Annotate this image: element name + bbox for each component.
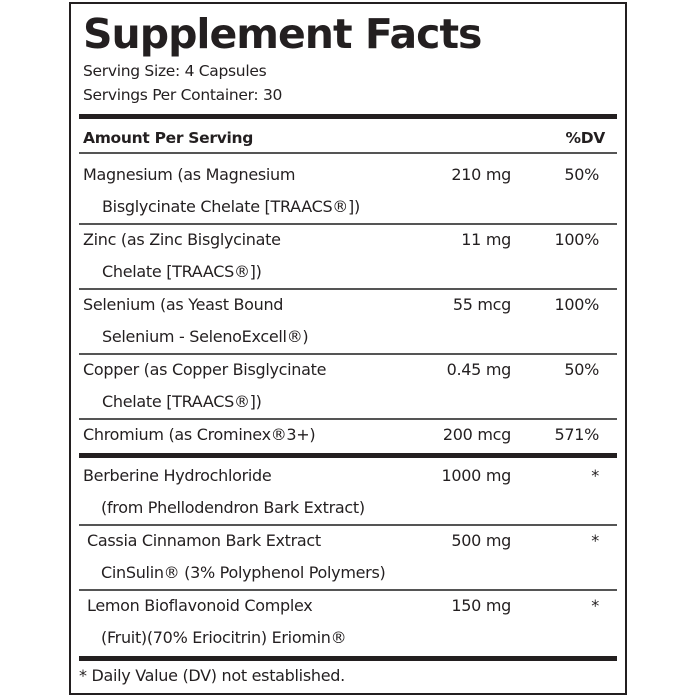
ingredient-amount: 150 mg [451, 596, 511, 615]
ingredient-dv: 100% [554, 295, 599, 314]
ingredient-amount: 0.45 mg [446, 360, 511, 379]
footnote: * Daily Value (DV) not established. [79, 666, 345, 685]
divider-thick [79, 656, 617, 661]
ingredient-amount: 210 mg [451, 165, 511, 184]
table-row [83, 159, 599, 223]
amount-per-serving-label: Amount Per Serving [83, 129, 254, 147]
ingredient-amount: 500 mg [451, 531, 511, 550]
ingredient-name: Berberine Hydrochloride [83, 466, 272, 485]
ingredient-detail: Selenium - SelenoExcell®) [102, 327, 309, 346]
table-row [83, 525, 599, 589]
table-header [83, 125, 605, 151]
ingredient-name: Cassia Cinnamon Bark Extract [87, 531, 321, 550]
ingredient-detail: (Fruit)(70% Eriocitrin) Eriomin® [101, 628, 347, 647]
ingredient-detail: CinSulin® (3% Polyphenol Polymers) [101, 563, 386, 582]
divider [79, 152, 617, 154]
ingredient-name: Lemon Bioflavonoid Complex [87, 596, 313, 615]
page-title: Supplement Facts [83, 10, 482, 58]
ingredient-name: Selenium (as Yeast Bound [83, 295, 284, 314]
supplement-facts-panel [69, 2, 627, 695]
ingredient-dv: 50% [564, 165, 599, 184]
ingredient-dv: 50% [564, 360, 599, 379]
divider-thick [79, 453, 617, 458]
ingredient-dv: * [591, 466, 599, 485]
table-row [83, 224, 599, 288]
ingredient-detail: Chelate [TRAACS®]) [102, 262, 262, 281]
table-row [83, 419, 599, 451]
table-row [83, 354, 599, 418]
ingredient-name: Magnesium (as Magnesium [83, 165, 296, 184]
ingredient-amount: 200 mcg [442, 425, 511, 444]
dv-label: %DV [565, 129, 605, 147]
table-row [83, 590, 599, 654]
ingredient-dv: * [591, 531, 599, 550]
ingredient-detail: (from Phellodendron Bark Extract) [101, 498, 365, 517]
ingredient-amount: 11 mg [461, 230, 511, 249]
servings-per-container: Servings Per Container: 30 [83, 86, 283, 104]
ingredient-name: Copper (as Copper Bisglycinate [83, 360, 327, 379]
ingredient-detail: Chelate [TRAACS®]) [102, 392, 262, 411]
ingredient-name: Chromium (as Crominex®3+) [83, 425, 316, 444]
ingredient-amount: 1000 mg [441, 466, 511, 485]
divider-thick [79, 114, 617, 119]
ingredient-dv: 571% [554, 425, 599, 444]
ingredient-amount: 55 mcg [452, 295, 511, 314]
serving-size: Serving Size: 4 Capsules [83, 62, 267, 80]
ingredient-dv: 100% [554, 230, 599, 249]
ingredient-name: Zinc (as Zinc Bisglycinate [83, 230, 281, 249]
ingredient-dv: * [591, 596, 599, 615]
table-row [83, 460, 599, 524]
table-row [83, 289, 599, 353]
ingredient-detail: Bisglycinate Chelate [TRAACS®]) [102, 197, 360, 216]
